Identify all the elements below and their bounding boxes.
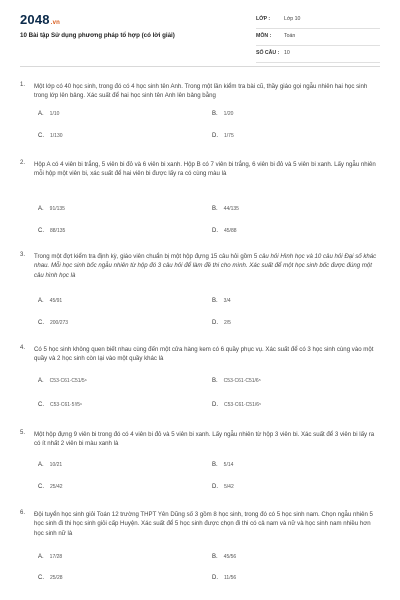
question-5 [20, 430, 380, 510]
option-d[interactable] [212, 228, 237, 234]
option-value: 1/75 [224, 133, 234, 139]
option-label: A. [38, 206, 44, 212]
option-label: D. [212, 320, 218, 326]
option-value: 1/130 [50, 133, 63, 139]
option-label: C. [38, 228, 44, 234]
question-1 [20, 82, 380, 162]
question-4 [20, 345, 380, 425]
question-text: Một lớp có 40 học sinh, trong đó có 4 học sinh tên Anh. Trong một lần kiểm tra bài cũ, thầy giáo gọi ngẫu nhiên hai học sinh trong lớp lên bảng. Xác suất để hai học sinh tên Anh lên bảng bằng [34, 83, 368, 100]
meta-label: MÔN : [256, 33, 272, 39]
option-value: 45/91 [49, 298, 63, 304]
option-c[interactable] [38, 133, 63, 139]
option-value: 88/135 [50, 228, 66, 234]
option-a[interactable] [38, 111, 59, 117]
option-value: 3/4 [223, 298, 231, 304]
option-label: D. [212, 402, 218, 408]
option-label: B. [212, 111, 218, 117]
option-value: C53·C61·C51/6⁵ [223, 378, 261, 384]
option-value: 10/21 [49, 462, 63, 468]
option-b[interactable] [212, 206, 239, 212]
meta-info [256, 14, 380, 65]
logo-main: 2048 [20, 12, 50, 27]
option-value: 25/28 [50, 575, 63, 581]
question-number: 2. [20, 160, 26, 166]
option-label: C. [38, 320, 44, 326]
meta-row-count [256, 48, 380, 63]
option-value: 5/14 [223, 462, 234, 468]
meta-label: SỐ CÂU : [256, 50, 280, 56]
option-a[interactable] [38, 298, 62, 304]
question-text: Đội tuyển học sinh giỏi Toán 12 trường THPT Yên Dũng số 3 gồm 8 học sinh, trong đó có 5 học sinh nam. Chọn ngẫu nhiên 5 học sinh đi thi học sinh giỏi cấp Huyện. Xác suất để 5 học sinh được chọn đi thi có cả nam và nữ và học sinh nam nhiều hơn học sinh nữ là [34, 511, 373, 537]
option-label: A. [38, 554, 44, 560]
option-b[interactable] [212, 378, 261, 384]
option-value: 25/42 [50, 484, 63, 490]
option-d[interactable] [212, 133, 234, 139]
question-text-italic: câu hỏi Hình học và 10 câu hỏi Đại số khác nhau. Mỗi học sinh bốc ngẫu nhiên từ hộp đó 3 câu hỏi để làm đề thi cho mình. Xác suất để một học sinh bốc được đúng một câu hình học là [34, 253, 377, 279]
option-label: D. [212, 484, 218, 490]
question-text: Một hộp đựng 9 viên bi trong đó có 4 viên bi đỏ và 5 viên bi xanh. Lấy ngẫu nhiên từ hộp 3 viên bi. Xác suất để 3 viên bi lấy ra có ít nhất 2 viên bi màu xanh là [34, 431, 375, 448]
option-value: C53·C61·C51/5⁶ [49, 378, 87, 384]
option-value: 45/56 [223, 554, 237, 560]
option-value: 2/5 [224, 320, 231, 326]
option-value: 5/42 [224, 484, 234, 490]
option-value: C53·C61·5!/5⁶ [50, 402, 83, 408]
option-label: B. [212, 206, 218, 212]
question-number: 6. [20, 510, 26, 516]
option-value: 1/10 [49, 111, 60, 117]
option-a[interactable] [38, 206, 65, 212]
option-c[interactable] [38, 484, 63, 490]
option-a[interactable] [38, 462, 62, 468]
option-c[interactable] [38, 320, 68, 326]
option-label: C. [38, 402, 44, 408]
meta-value: Toán [284, 33, 296, 39]
option-label: D. [212, 575, 218, 581]
meta-value: Lớp 10 [284, 16, 301, 22]
option-label: A. [38, 298, 44, 304]
question-number: 3. [20, 252, 26, 258]
option-value: 17/28 [49, 554, 63, 560]
question-number: 5. [20, 430, 26, 436]
option-d[interactable] [212, 575, 236, 581]
question-3 [20, 252, 380, 342]
option-c[interactable] [38, 228, 65, 234]
option-label: B. [212, 378, 218, 384]
logo-suffix: .vn [50, 20, 61, 26]
meta-row-class [256, 14, 380, 29]
option-label: A. [38, 111, 44, 117]
page-header [0, 0, 400, 62]
option-c[interactable] [38, 575, 63, 581]
meta-row-subject [256, 31, 380, 46]
option-label: C. [38, 133, 44, 139]
option-label: B. [212, 298, 218, 304]
option-b[interactable] [212, 111, 233, 117]
divider [20, 66, 380, 67]
question-number: 1. [20, 82, 26, 88]
option-value: 1/20 [223, 111, 234, 117]
option-b[interactable] [212, 554, 236, 560]
question-2 [20, 160, 380, 250]
option-b[interactable] [212, 298, 231, 304]
option-a[interactable] [38, 378, 87, 384]
option-value: 44/135 [223, 206, 239, 212]
option-d[interactable] [212, 402, 261, 408]
page-title: 10 Bài tập Sử dụng phương pháp tổ hợp (có lời giải) [20, 32, 175, 39]
question-text [34, 252, 380, 280]
option-value: C53·C61·C51/6⁵ [224, 402, 262, 408]
option-d[interactable] [212, 484, 234, 490]
option-b[interactable] [212, 462, 233, 468]
option-d[interactable] [212, 320, 231, 326]
option-c[interactable] [38, 402, 82, 408]
question-text: Hộp A có 4 viên bi trắng, 5 viên bi đỏ và 6 viên bi xanh. Hộp B có 7 viên bi trắng, 6 viên bi đỏ và 5 viên bi xanh. Lấy ngẫu nhiên mỗi hộp một viên bi, xác suất để hai viên bi được lấy ra có cùng màu là [34, 161, 376, 178]
option-value: 11/56 [224, 575, 237, 581]
option-label: D. [212, 133, 218, 139]
option-value: 91/135 [49, 206, 65, 212]
question-number: 4. [20, 345, 26, 351]
option-label: B. [212, 462, 218, 468]
option-label: C. [38, 484, 44, 490]
question-text: Có 5 học sinh không quen biết nhau cùng đến một cửa hàng kem có 6 quầy phục vụ. Xác suất để có 3 học sinh cùng vào một quầy và 2 học sinh còn lại vào một quầy khác là [34, 346, 374, 363]
meta-value: 10 [284, 50, 290, 56]
meta-label: LỚP : [256, 16, 271, 22]
question-text-plain: Trong một đợt kiểm tra định kỳ, giáo viên chuẩn bị một hộp đựng 15 câu hỏi gồm 5 [34, 253, 259, 260]
option-label: A. [38, 378, 44, 384]
option-value: 45/88 [224, 228, 237, 234]
option-a[interactable] [38, 554, 62, 560]
option-label: C. [38, 575, 44, 581]
option-label: B. [212, 554, 218, 560]
option-label: D. [212, 228, 218, 234]
option-label: A. [38, 462, 44, 468]
site-logo[interactable] [20, 12, 60, 27]
option-value: 200/273 [50, 320, 69, 326]
question-6 [20, 510, 380, 600]
